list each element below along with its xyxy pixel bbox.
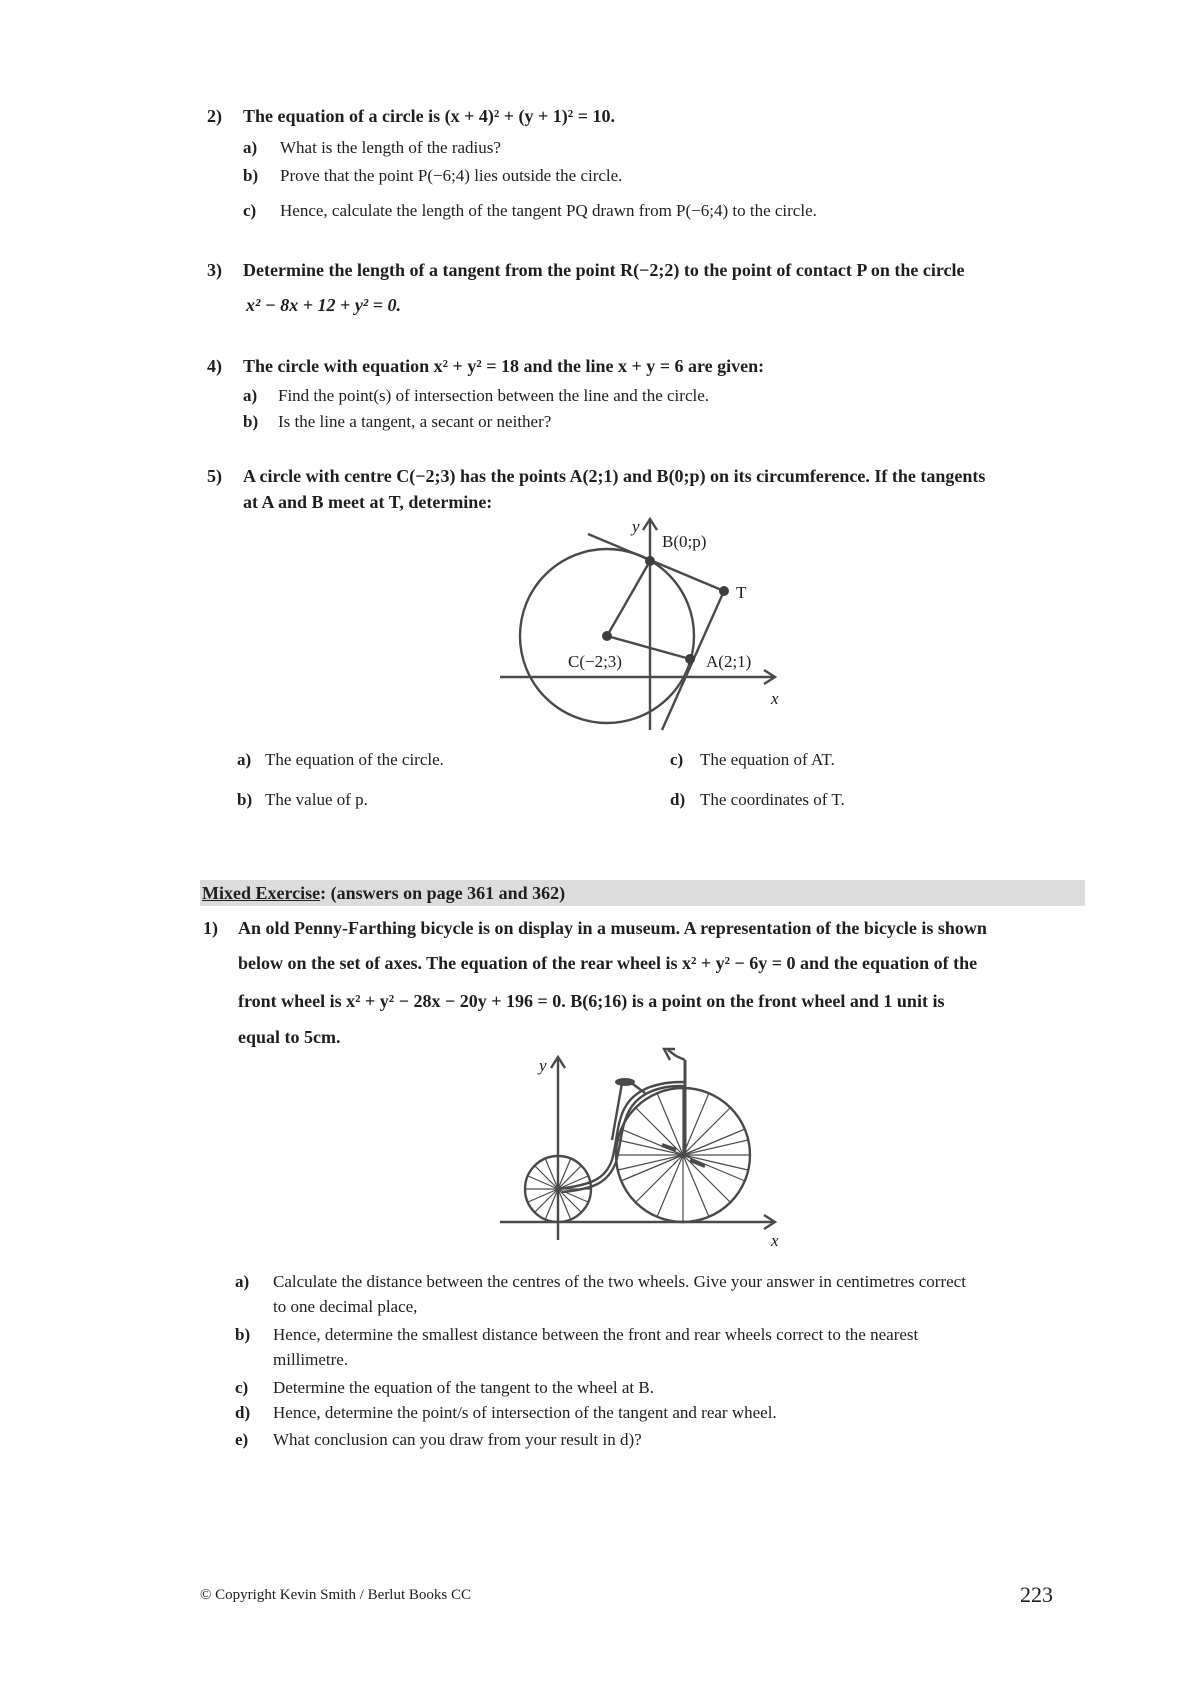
handlebar-grip bbox=[664, 1049, 675, 1060]
bike-diagram-y-label: y bbox=[539, 1056, 547, 1075]
q5-part-d-label: d) bbox=[670, 790, 686, 809]
point-b bbox=[645, 556, 655, 566]
mixed-q1-line-2: below on the set of axes. The equation of the rear wheel is x² + y² − 6y = 0 and the equation of the bbox=[238, 953, 978, 973]
bike-y-axis-arrow-icon bbox=[551, 1057, 565, 1068]
mixed-question-1-number: 1) bbox=[203, 918, 218, 938]
diagram-c-label: C(−2;3) bbox=[568, 652, 622, 671]
q2-part-a-label: a) bbox=[243, 138, 258, 157]
question-3-line-1: Determine the length of a tangent from the point R(−2;2) to the point of contact P on the circle bbox=[243, 260, 965, 280]
bike-frame bbox=[558, 1082, 685, 1189]
mixed-q1-part-d-label: d) bbox=[235, 1403, 251, 1422]
q2-part-a-text: What is the length of the radius? bbox=[280, 138, 501, 157]
question-3-number: 3) bbox=[207, 260, 222, 280]
q5-part-a-label: a) bbox=[237, 750, 252, 769]
copyright-notice: © Copyright Kevin Smith / Berlut Books CC bbox=[200, 1587, 471, 1603]
q5-part-c-text: The equation of AT. bbox=[700, 750, 835, 769]
question-4-number: 4) bbox=[207, 356, 222, 376]
front-wheel-spokes bbox=[616, 1088, 750, 1222]
question-5-number: 5) bbox=[207, 466, 222, 486]
mixed-q1-part-a-label: a) bbox=[235, 1272, 250, 1291]
question-5-line-2: at A and B meet at T, determine: bbox=[243, 492, 493, 512]
q4-part-b-text: Is the line a tangent, a secant or neither? bbox=[278, 412, 552, 431]
circle-shape bbox=[520, 549, 694, 723]
mixed-q1-part-b-cont: millimetre. bbox=[273, 1350, 349, 1369]
page-number: 223 bbox=[1020, 1582, 1053, 1607]
handlebar bbox=[668, 1050, 685, 1060]
bike-x-axis-arrow-icon bbox=[764, 1215, 775, 1229]
question-2-text bbox=[243, 107, 615, 125]
radius-cb bbox=[607, 561, 650, 636]
diagram-x-label: x bbox=[771, 689, 779, 708]
seat-stay bbox=[630, 1082, 645, 1093]
question-2-prefix: The equation of a circle is bbox=[243, 106, 445, 126]
q5-part-b-label: b) bbox=[237, 790, 253, 809]
mixed-q1-line-3: front wheel is x² + y² − 28x − 20y + 196 = 0. B(6;16) is a point on the front wheel and 1 unit is bbox=[238, 991, 945, 1011]
front-wheel bbox=[616, 1088, 750, 1222]
mixed-q1-part-c-text: Determine the equation of the tangent to the wheel at B. bbox=[273, 1378, 654, 1397]
q4-part-a-label: a) bbox=[243, 386, 258, 405]
mixed-exercise-title: Mixed Exercise bbox=[202, 883, 321, 903]
q2-part-b-label: b) bbox=[243, 166, 259, 185]
q4-part-a-text: Find the point(s) of intersection between the line and the circle. bbox=[278, 386, 710, 405]
point-t bbox=[719, 586, 729, 596]
x-axis-arrow-icon bbox=[764, 670, 775, 684]
bike-frame-inner bbox=[562, 1086, 685, 1192]
rear-wheel-spokes bbox=[525, 1156, 591, 1222]
bike-diagram-x-label: x bbox=[771, 1231, 779, 1250]
y-axis-arrow-icon bbox=[643, 519, 657, 530]
q5-part-c-label: c) bbox=[670, 750, 684, 769]
diagram-b-label: B(0;p) bbox=[662, 532, 707, 551]
q2-part-c-text: Hence, calculate the length of the tangent PQ drawn from P(−6;4) to the circle. bbox=[280, 201, 817, 220]
bike-seat bbox=[615, 1078, 635, 1086]
q4-part-b-label: b) bbox=[243, 412, 259, 431]
point-a bbox=[685, 654, 695, 664]
question-5-line-1: A circle with centre C(−2;3) has the points A(2;1) and B(0;p) on its circumference. If the tangents bbox=[243, 466, 986, 486]
q5-part-a-text: The equation of the circle. bbox=[265, 750, 444, 769]
mixed-q1-part-a-text: Calculate the distance between the centres of the two wheels. Give your answer in centimetres correct bbox=[273, 1272, 966, 1291]
question-2-number: 2) bbox=[207, 106, 222, 126]
mixed-q1-part-e-label: e) bbox=[235, 1430, 249, 1449]
q5-part-d-text: The coordinates of T. bbox=[700, 790, 845, 809]
mixed-exercise-answers-note: : (answers on page 361 and 362) bbox=[320, 883, 566, 903]
diagram-a-label: A(2;1) bbox=[706, 652, 752, 671]
mixed-exercise-header bbox=[202, 884, 565, 902]
mixed-q1-line-1: An old Penny-Farthing bicycle is on display in a museum. A representation of the bicycle is shown bbox=[238, 918, 987, 938]
mixed-q1-part-a-cont: to one decimal place, bbox=[273, 1297, 418, 1316]
mixed-q1-part-d-text: Hence, determine the point/s of intersection of the tangent and rear wheel. bbox=[273, 1403, 777, 1422]
point-c bbox=[602, 631, 612, 641]
diagram-t-label: T bbox=[736, 583, 747, 602]
q5-part-b-text: The value of p. bbox=[265, 790, 368, 809]
rear-wheel bbox=[525, 1156, 591, 1222]
question-4-text: The circle with equation x² + y² = 18 and the line x + y = 6 are given: bbox=[243, 356, 765, 376]
mixed-q1-part-b-label: b) bbox=[235, 1325, 251, 1344]
mixed-q1-line-4: equal to 5cm. bbox=[238, 1027, 341, 1047]
q2-part-b-text: Prove that the point P(−6;4) lies outside the circle. bbox=[280, 166, 623, 185]
mixed-q1-part-b-text: Hence, determine the smallest distance between the front and rear wheels correct to the nearest bbox=[273, 1325, 919, 1344]
mixed-q1-part-c-label: c) bbox=[235, 1378, 249, 1397]
seat-post bbox=[612, 1083, 622, 1140]
pedal-cranks bbox=[662, 1145, 705, 1166]
question-2-equation: (x + 4)² + (y + 1)² = 10. bbox=[444, 106, 615, 126]
diagram-y-label: y bbox=[632, 517, 640, 536]
mixed-q1-part-e-text: What conclusion can you draw from your result in d)? bbox=[273, 1430, 642, 1449]
question-3-line-2: x² − 8x + 12 + y² = 0. bbox=[246, 295, 401, 315]
q2-part-c-label: c) bbox=[243, 201, 257, 220]
